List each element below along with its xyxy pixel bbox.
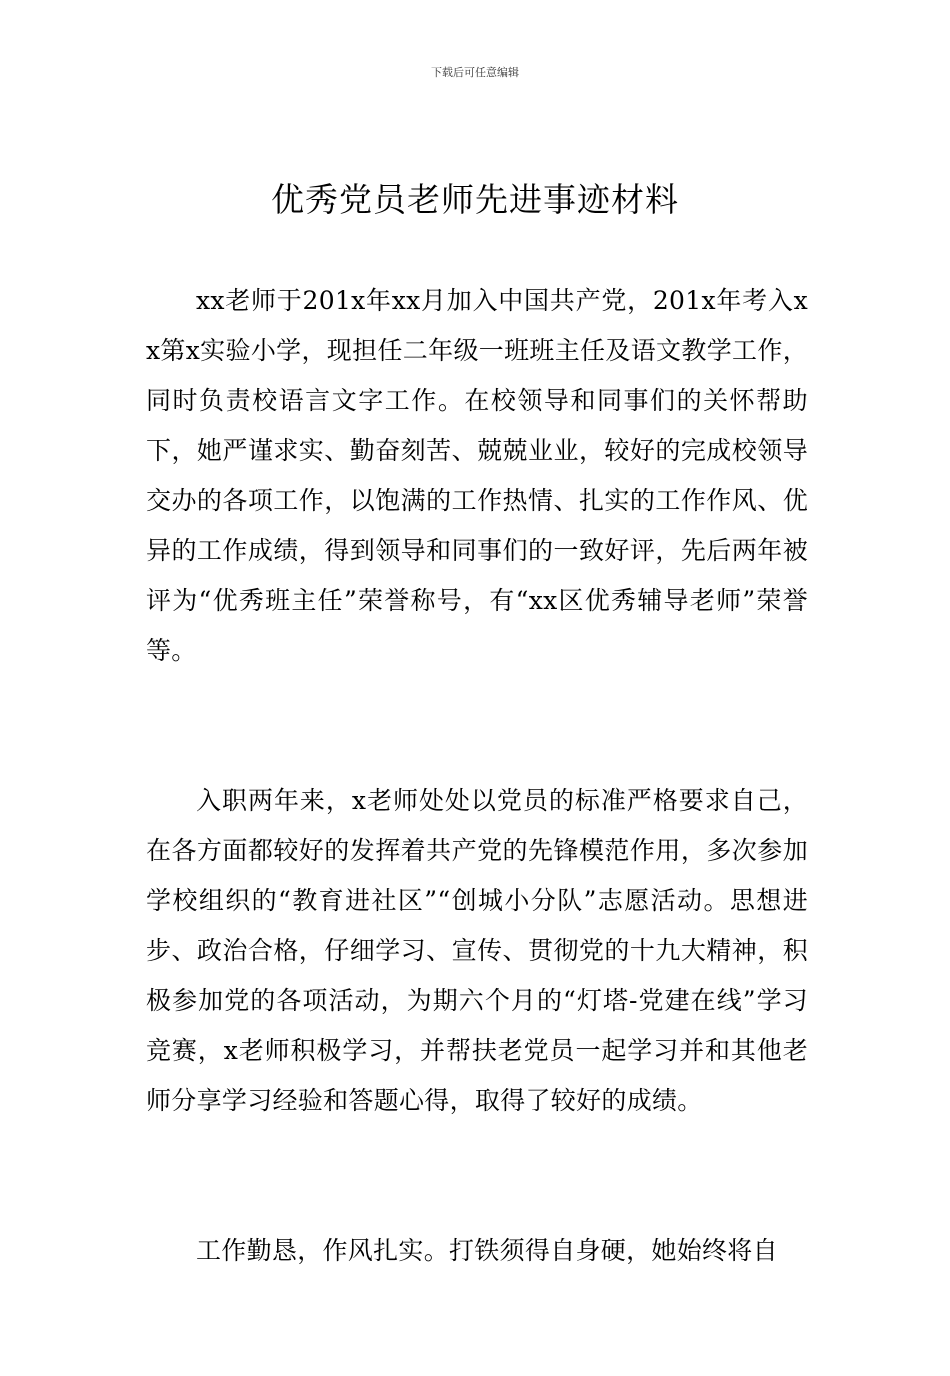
page-header-note: 下载后可任意编辑 (431, 66, 519, 79)
paragraph-1: xx老师于201x年xx月加入中国共产党，201x年考入xx第x实验小学，现担任二年级一班班主任及语文教学工作，同时负责校语言文字工作。在校领导和同事们的关怀帮助下，她严谨求实、勤奋刻苦、兢兢业业，较好的完成校领导交办的各项工作，以饱满的工作热情、扎实的工作作风、优异的工作成绩，得到领导和同事们的一致好评，先后两年被评为“优秀班主任”荣誉称号，有“xx区优秀辅导老师”荣誉等。 (146, 286, 808, 665)
paragraph-3: 工作勤恳，作风扎实。打铁须得自身硬，她始终将自 (196, 1236, 778, 1265)
document-body (146, 276, 808, 1376)
document-title: 优秀党员老师先进事迹材料 (271, 180, 679, 219)
paragraph-2: 入职两年来，x老师处处以党员的标准严格要求自己，在各方面都较好的发挥着共产党的先锋模范作用，多次参加学校组织的“教育进社区”“创城小分队”志愿活动。思想进步、政治合格，仔细学习、宣传、贯彻党的十九大精神，积极参加党的各项活动，为期六个月的“灯塔-党建在线”学习竞赛，x老师积极学习，并帮扶老党员一起学习并和其他老师分享学习经验和答题心得，取得了较好的成绩。 (146, 786, 808, 1115)
